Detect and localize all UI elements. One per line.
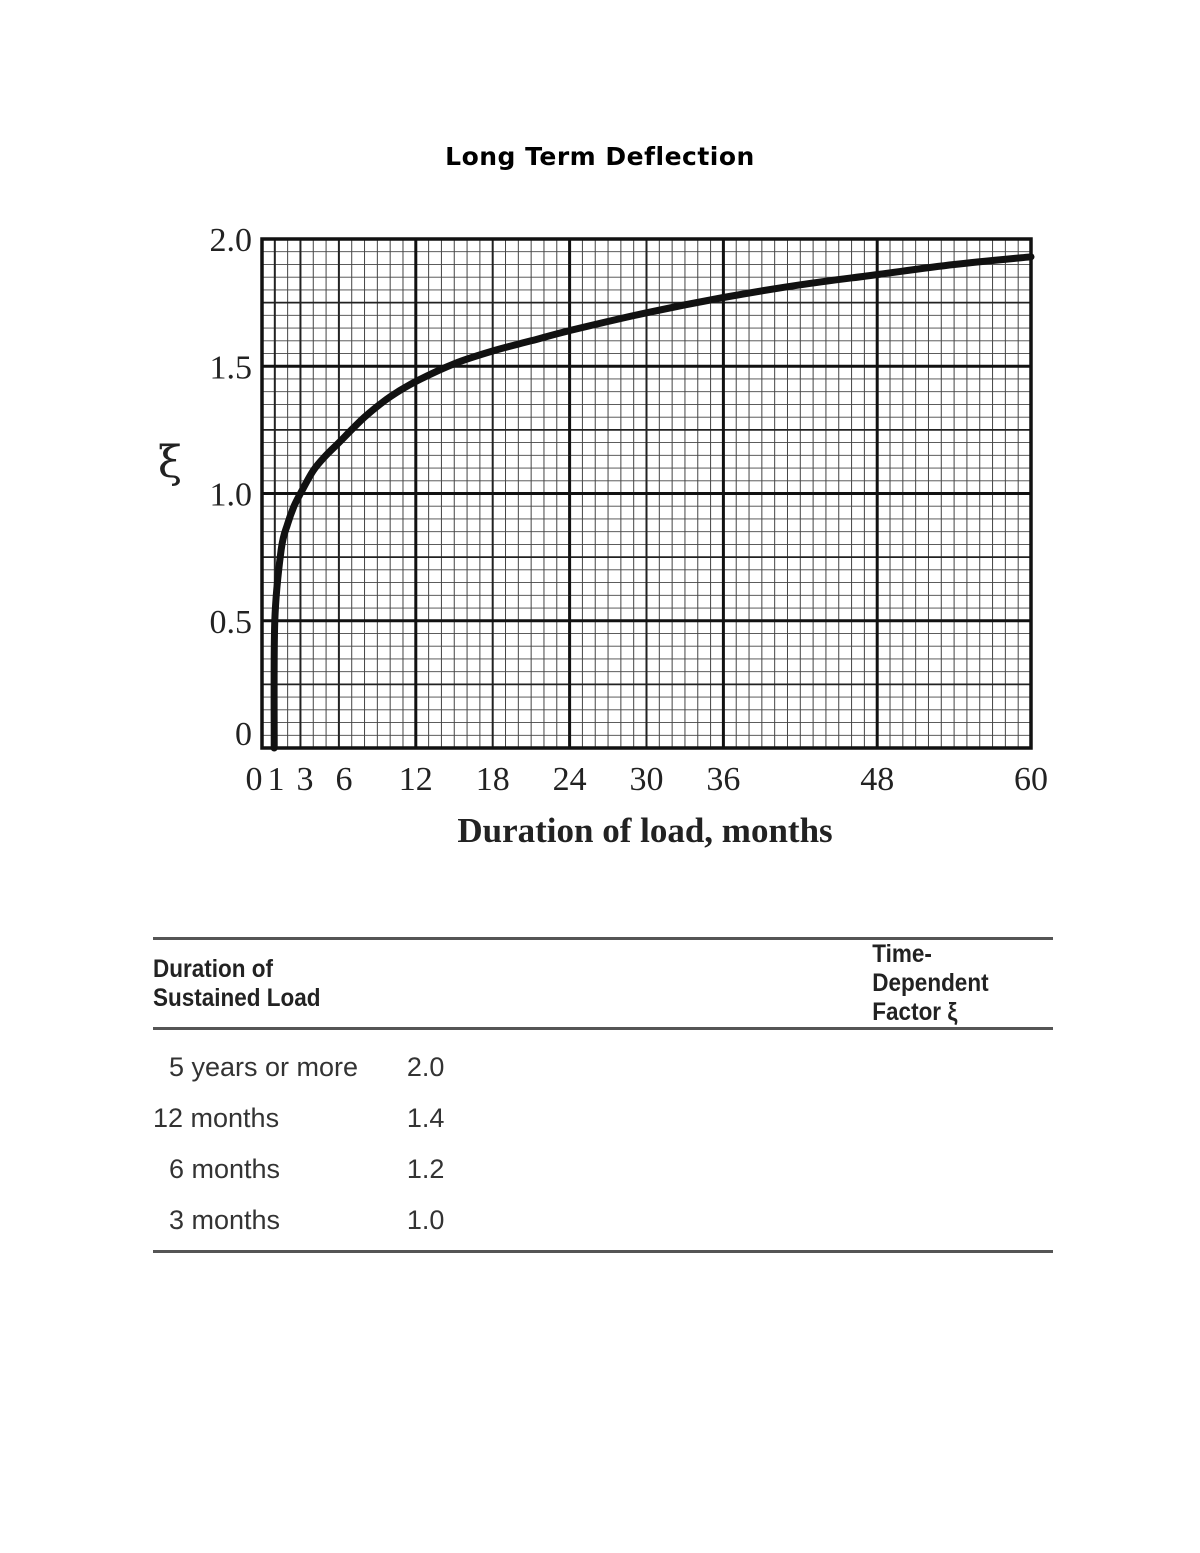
table-cell-text: 3 months (169, 1205, 281, 1235)
series-line (274, 257, 1031, 748)
y-tick-label: 2.0 (209, 222, 252, 259)
x-tick-label: 1 (267, 761, 285, 798)
table-cell-factor: 2.0 (406, 1052, 445, 1082)
table-header-row (153, 939, 1053, 1029)
factor-table-container (153, 937, 1053, 1253)
y-tick-label: 0.5 (209, 603, 252, 641)
table-cell-factor: 1.0 (407, 1195, 1053, 1252)
table-cell-factor: 1.4 (406, 1103, 445, 1133)
table-header-duration: Duration of Sustained Load (153, 954, 321, 1012)
x-tick-label: 0 (245, 761, 263, 798)
x-tick-labels (246, 761, 1049, 798)
table-row (153, 1029, 1053, 1094)
x-tick-label: 36 (706, 761, 741, 798)
x-tick-label: 24 (552, 761, 587, 798)
table-cell-text: 6 months (169, 1154, 281, 1184)
y-axis-label: ξ (157, 437, 183, 488)
table-header-factor: Time-Dependent Factor ξ (872, 940, 989, 1026)
table-row (153, 1093, 1053, 1144)
page-title: Long Term Deflection (445, 142, 755, 171)
table-row (153, 1144, 1053, 1195)
x-tick-label: 12 (398, 761, 433, 798)
x-tick-label: 60 (1014, 761, 1048, 798)
y-tick-label: 1.5 (209, 349, 252, 387)
y-tick-label: 1.0 (209, 476, 252, 514)
table-cell-duration (153, 1195, 407, 1252)
factor-table (153, 937, 1053, 1253)
table-cell-duration (153, 1144, 407, 1195)
y-tick-labels (210, 222, 253, 753)
table-cell-factor: 1.2 (406, 1154, 445, 1184)
x-tick-label: 3 (296, 761, 314, 798)
x-axis-label: Duration of load, months (457, 811, 833, 850)
x-tick-label: 18 (475, 761, 510, 798)
table-cell-text: 12 months (153, 1103, 280, 1133)
table-cell-duration (153, 1029, 407, 1094)
chart-series (274, 257, 1031, 748)
x-tick-label: 48 (860, 761, 895, 798)
table-cell-text: 5 years or more (169, 1052, 359, 1082)
table-row (153, 1195, 1053, 1252)
x-tick-label: 6 (335, 761, 353, 798)
table-cell-duration (153, 1093, 407, 1144)
y-tick-label: 0 (235, 716, 252, 753)
x-tick-label: 30 (629, 761, 664, 798)
